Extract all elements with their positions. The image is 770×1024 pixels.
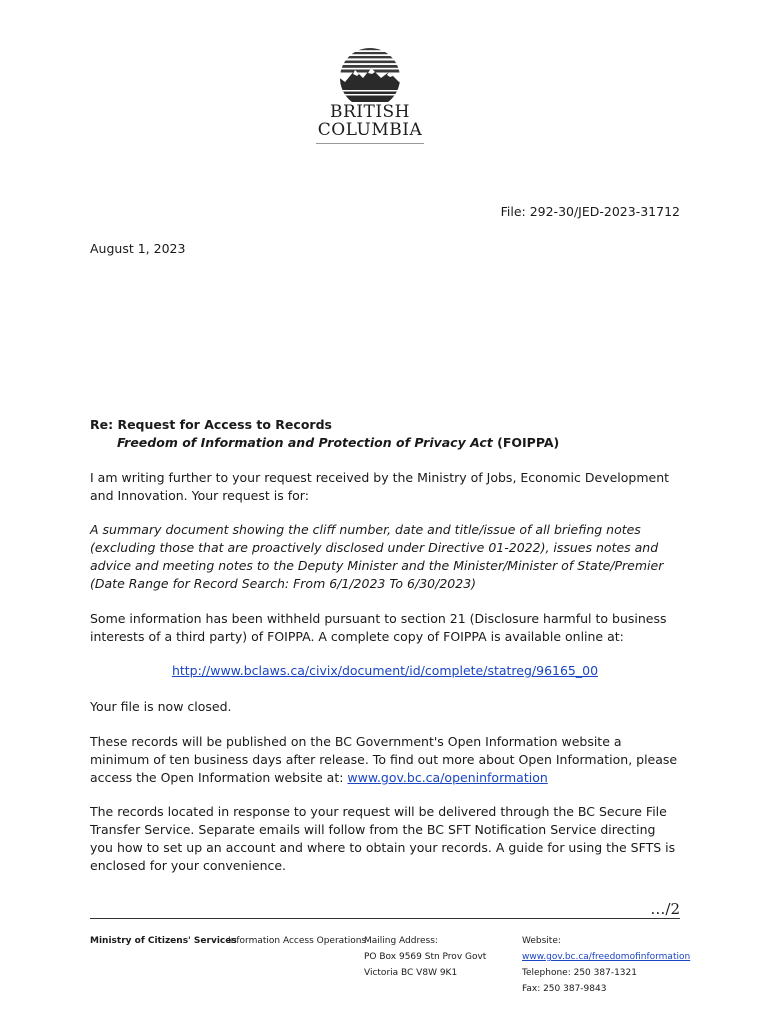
footer-operations: Information Access Operations: [228, 936, 367, 946]
paragraph-withheld: Some information has been withheld pursuant to section 21 (Disclosure harmful to business interests of a third party) of FOIPPA. A complete copy of FOIPPA is available online at:: [90, 611, 667, 644]
mailing-label: Mailing Address:: [364, 936, 438, 946]
paragraph-intro: I am writing further to your request received by the Ministry of Jobs, Economic Development and Innovation. Your request is for:: [90, 470, 670, 503]
act-abbrev: (FOIPPA): [492, 435, 560, 450]
website-link[interactable]: www.gov.bc.ca/freedomofinformation: [522, 952, 691, 962]
page-continuation-marker: …/2: [650, 900, 680, 918]
letter-date: August 1, 2023: [90, 241, 186, 256]
footer-mailing-address: [364, 933, 486, 981]
bc-government-logo: [310, 42, 430, 146]
website-label: Website:: [522, 936, 561, 946]
footer-divider: [90, 918, 680, 919]
mailing-line1: PO Box 9569 Stn Prov Govt: [364, 952, 487, 962]
logo-text-british: BRITISH: [329, 102, 411, 122]
subject-line: Re: Request for Access to Records: [90, 417, 332, 432]
logo-text-columbia: COLUMBIA: [317, 120, 423, 140]
open-info-text: These records will be published on the BC Government's Open Information website a minimum of ten business days after release. To find out more about Open Information, please access the Open Information website at:: [90, 734, 678, 785]
sun-mountain-icon: [327, 42, 413, 102]
open-info-link[interactable]: www.gov.bc.ca/openinformation: [347, 770, 548, 785]
act-line: [90, 434, 559, 452]
subject-block: [90, 416, 559, 452]
mailing-line2: Victoria BC V8W 9K1: [364, 968, 458, 978]
paragraph-open-info: [90, 733, 680, 787]
telephone: Telephone: 250 387-1321: [522, 968, 637, 978]
act-title: Freedom of Information and Protection of Privacy Act: [117, 435, 493, 450]
fax: Fax: 250 387-9843: [522, 984, 607, 994]
foippa-link-row: [90, 662, 680, 680]
footer-website-contact: [522, 933, 690, 997]
foippa-link[interactable]: http://www.bclaws.ca/civix/document/id/complete/statreg/96165_00: [171, 663, 599, 678]
logo-divider: [316, 143, 424, 144]
footer-ministry: Ministry of Citizens' Services: [90, 936, 237, 946]
file-number: File: 292-30/JED-2023-31712: [500, 204, 680, 219]
paragraph-closed: Your file is now closed.: [90, 699, 232, 714]
request-description: A summary document showing the cliff number, date and title/issue of all briefing notes (excluding those that are proactively disclosed under Directive 01-2022), issues notes and advice and meeting notes to the Deputy Minister and the Minister/Minister of State/Premier (Date Range for Record Search: From 6/1/2023 To 6/30/2023): [90, 522, 664, 591]
paragraph-sfts: The records located in response to your request will be delivered through the BC Secure File Transfer Service. Separate emails will follow from the BC SFT Notification Service directing you how to set up an account and where to obtain your records. A guide for using the SFTS is enclosed for your convenience.: [90, 804, 676, 873]
